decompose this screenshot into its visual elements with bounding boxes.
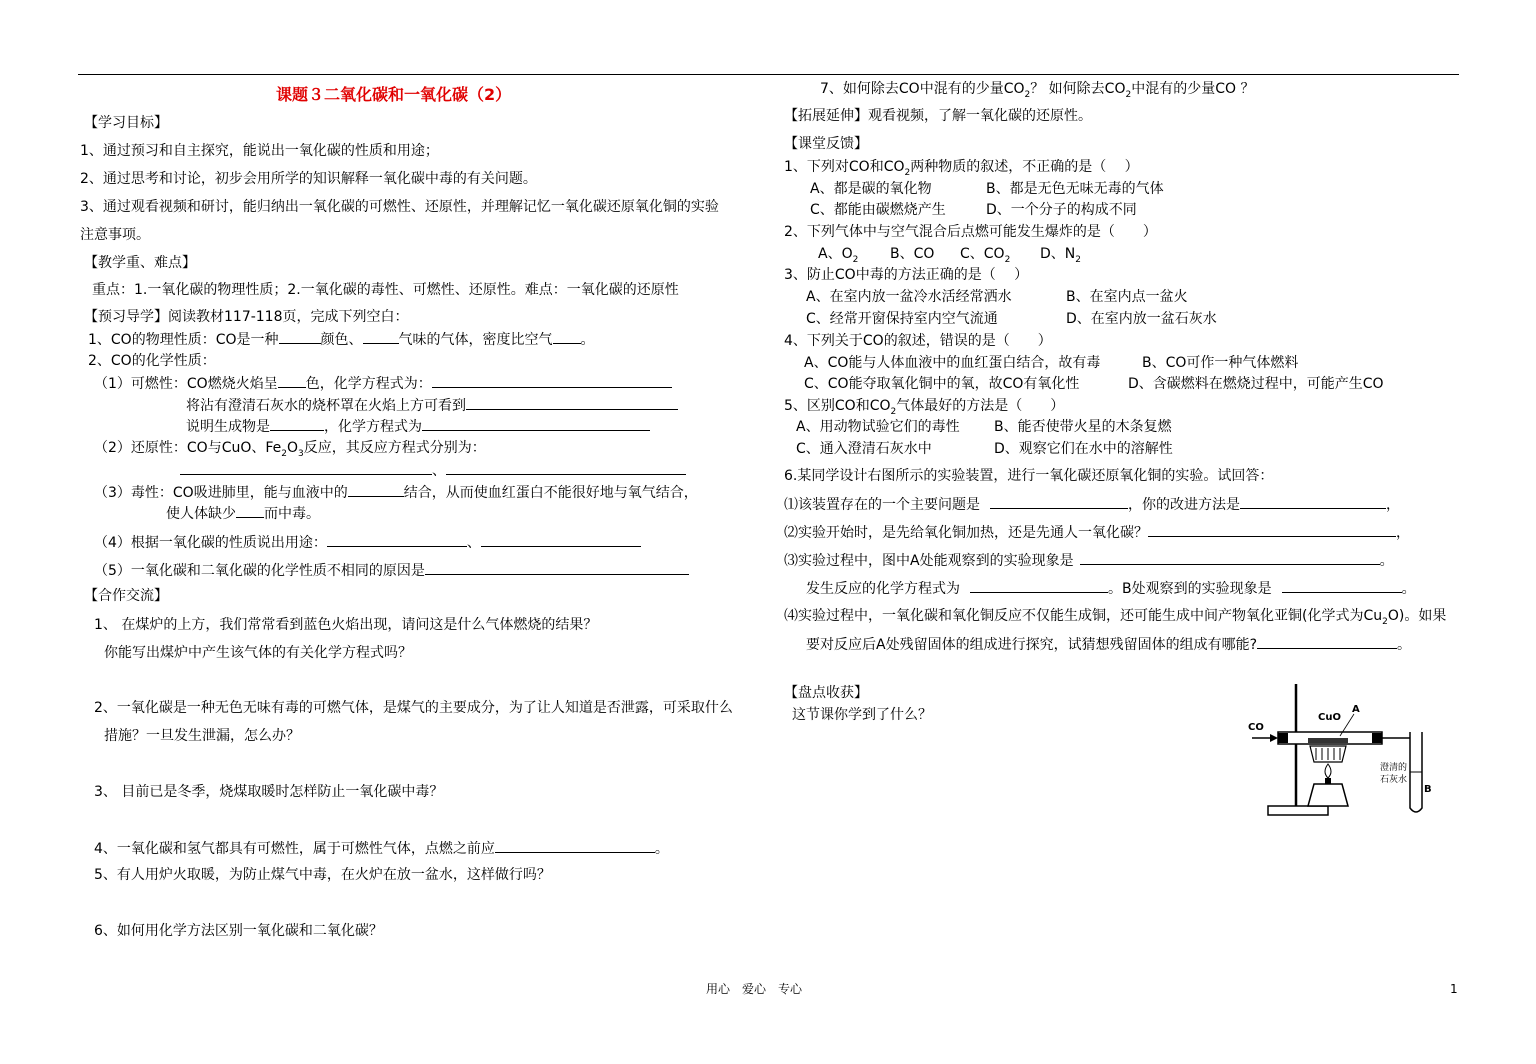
alcohol-lamp <box>1308 784 1348 806</box>
blank <box>180 460 432 475</box>
coop-q1-cont: 你能写出煤炉中产生该气体的有关化学方程式吗？ <box>104 645 412 661</box>
coop-q3: 3、 目前已是冬季，烧煤取暖时怎样防止一氧化碳中毒？ <box>94 784 444 800</box>
q4-option-c: C、CO能夺取氧化铜中的氧，故CO有氧化性 <box>804 376 1080 392</box>
feedback-header: 【课堂反馈】 <box>784 136 868 152</box>
preview-section <box>84 307 409 327</box>
q3-option-a: A、在室内放一盆冷水活经常洒水 <box>806 289 1012 305</box>
q2-option-d: D、$N_2$ <box>1040 246 1081 265</box>
blank <box>236 503 264 518</box>
q1-option-d: D、一个分子的构成不同 <box>986 202 1137 218</box>
q5-option-a: A、用动物试验它们的毒性 <box>796 419 960 435</box>
label-co: CO <box>1248 722 1264 733</box>
blank <box>327 532 467 547</box>
arrow-head-icon <box>1270 734 1278 742</box>
q6-part3: ⑶实验过程中，图中A处能观察到的实验现象是 。 <box>784 550 1394 571</box>
stopper-right <box>1372 733 1382 743</box>
feedback-q6: 6.某同学设计右图所示的实验装置，进行一氧化碳还原氧化铜的实验。试回答： <box>784 468 1274 484</box>
blank <box>1240 494 1386 509</box>
label-limewater-2: 石灰水 <box>1380 775 1408 785</box>
q5-option-b: B、能否使带火星的木条复燃 <box>994 419 1172 435</box>
page-title: 课题３二氧化碳和一氧化碳（2） <box>276 85 512 104</box>
blank <box>278 373 306 388</box>
preview-reduction: （2）还原性：CO与CuO、$Fe_2O_3$反应，其反应方程式分别为： <box>94 440 486 459</box>
summary-text: 这节课你学到了什么？ <box>792 707 932 723</box>
coop-q1: 1、 在煤炉的上方，我们常常看到蓝色火焰出现，请问这是什么气体燃烧的结果？ <box>94 617 598 633</box>
objectives-header: 【学习目标】 <box>84 115 168 131</box>
preview-header: 【预习导学】 <box>84 309 168 325</box>
feedback-q3: 3、防止CO中毒的方法正确的是（ ） <box>784 267 1029 283</box>
blank <box>446 460 686 475</box>
lamp-wick <box>1325 778 1331 784</box>
blank <box>1080 550 1380 565</box>
preview-toxicity: （3）毒性：CO吸进肺里，能与血液中的 结合，从而使血红蛋白不能很好地与氧气结合， <box>94 482 698 503</box>
q3-option-c: C、经常开窗保持室内空气流通 <box>806 311 998 327</box>
coop-q4: 4、一氧化碳和氢气都具有可燃性，属于可燃性气体，点燃之前应 。 <box>94 838 669 859</box>
q6-part4: ⑷实验过程中，一氧化碳和氧化铜反应不仅能生成铜，还可能生成中间产物氧化亚铜(化学式为$Cu_2O$)。如果 <box>784 608 1447 627</box>
q5-option-d: D、观察它们在水中的溶解性 <box>994 441 1173 457</box>
objective-2: 2、通过思考和讨论，初步会用所学的知识解释一氧化碳中毒的有关问题。 <box>80 171 537 187</box>
preview-reduction-blanks: 、 <box>180 460 686 481</box>
blank <box>270 416 324 431</box>
summary-header: 【盘点收获】 <box>784 685 868 701</box>
coop-q5: 5、有人用炉火取暖，为防止煤气中毒，在火炉在放一盆水，这样做行吗？ <box>94 867 551 883</box>
q4-option-d: D、含碳燃料在燃烧过程中，可能产生CO <box>1128 376 1384 392</box>
preview-difference: （5）一氧化碳和二氧化碳的化学性质不相同的原因是 <box>94 560 689 581</box>
q2-option-c: C、$CO_2$ <box>960 246 1011 265</box>
preview-limewater: 将沾有澄清石灰水的烧杯罩在火焰上方可看到 <box>186 395 678 416</box>
q1-option-c: C、都能由碳燃烧产生 <box>810 202 946 218</box>
flame-icon <box>1325 764 1331 778</box>
q3-option-d: D、在室内放一盆石灰水 <box>1066 311 1217 327</box>
q6-part3-cont: 发生反应的化学方程式为 。B处观察到的实验现象是 。 <box>806 578 1416 599</box>
preview-q2: 2、CO的化学性质： <box>88 353 216 369</box>
preview-uses: （4）根据一氧化碳的性质说出用途： 、 <box>94 532 641 553</box>
blank <box>432 373 672 388</box>
key-points-header: 【教学重、难点】 <box>84 255 196 271</box>
blank <box>466 395 678 410</box>
blank <box>1148 522 1396 537</box>
blank <box>279 329 321 344</box>
coop-q6: 6、如何用化学方法区别一氧化碳和二氧化碳？ <box>94 923 383 939</box>
blank <box>1257 634 1397 649</box>
preview-flammability: （1）可燃性：CO燃烧火焰呈 色，化学方程式为： <box>94 373 672 394</box>
label-limewater-1: 澄清的 <box>1380 763 1408 773</box>
q6-part1: ⑴该装置存在的一个主要问题是 ，你的改进方法是 ， <box>784 494 1400 515</box>
extension-text: 观看视频，了解一氧化碳的还原性。 <box>868 108 1092 124</box>
objective-1: 1、通过预习和自主探究，能说出一氧化碳的性质和用途； <box>80 143 439 159</box>
q3-option-b: B、在室内点一盆火 <box>1066 289 1188 305</box>
label-b: B <box>1424 784 1432 795</box>
q5-option-c: C、通入澄清石灰水中 <box>796 441 932 457</box>
objective-3-cont: 注意事项。 <box>80 227 150 243</box>
feedback-q2: 2、下列气体中与空气混合后点燃可能发生爆炸的是（ ） <box>784 224 1157 240</box>
header-rule <box>78 74 1459 75</box>
coop-q2: 2、一氧化碳是一种无色无味有毒的可燃气体，是煤气的主要成分，为了让人知道是否泄露，可采取什么 <box>94 700 733 716</box>
q2-option-b: B、CO <box>890 246 935 262</box>
q7-removal: 7、如何除去CO中混有的少量$CO_2$？ 如何除去$CO_2$中混有的少量CO ？ <box>820 81 1255 100</box>
q1-option-b: B、都是无色无味无毒的气体 <box>986 181 1164 197</box>
q2-option-a: A、$O_2$ <box>818 246 859 265</box>
q6-part4-cont: 要对反应后A处残留固体的组成进行探究，试猜想残留固体的组成有哪能? 。 <box>806 634 1411 655</box>
extension-header: 【拓展延伸】 <box>784 108 868 124</box>
blank <box>970 578 1108 593</box>
blank <box>425 560 689 575</box>
cuo-sample <box>1308 738 1348 743</box>
objective-3: 3、通过观看视频和研讨，能归纳出一氧化碳的可燃性、还原性，并理解记忆一氧化碳还原氧化铜的实验 <box>80 199 719 215</box>
label-cuo: CuO <box>1318 712 1341 723</box>
preview-product: 说明生成物是 ，化学方程式为 <box>186 416 650 437</box>
preview-text: 阅读教材117-118页，完成下列空白： <box>168 309 409 325</box>
blank <box>553 329 581 344</box>
blank <box>1282 578 1402 593</box>
blank <box>481 532 641 547</box>
stand-base <box>1268 806 1328 815</box>
q4-option-b: B、CO可作一种气体燃料 <box>1142 355 1299 371</box>
blank <box>422 416 650 431</box>
key-points-text: 重点：1.一氧化碳的物理性质；2.一氧化碳的毒性、可燃性、还原性。难点：一氧化碳的还原性 <box>92 282 679 298</box>
apparatus-diagram <box>1244 680 1444 822</box>
blank <box>348 482 404 497</box>
coop-q2-cont: 措施？一旦发生泄漏，怎么办？ <box>104 728 300 744</box>
label-a: A <box>1352 704 1360 715</box>
cooperation-header: 【合作交流】 <box>84 588 168 604</box>
preview-toxicity-cont: 使人体缺少 而中毒。 <box>166 503 320 524</box>
stopper-left <box>1278 733 1288 743</box>
preview-q1: 1、CO的物理性质：CO是一种 颜色、 气味的气体，密度比空气 。 <box>88 329 595 350</box>
q1-option-a: A、都是碳的氧化物 <box>810 181 932 197</box>
extension-section <box>784 106 1092 126</box>
footer-motto: 用心 爱心 专心 <box>706 982 803 996</box>
page-number: 1 <box>1450 982 1458 996</box>
feedback-q4: 4、下列关于CO的叙述，错误的是（ ） <box>784 333 1052 349</box>
q6-part2: ⑵实验开始时，是先给氧化铜加热，还是先通人一氧化碳？ ， <box>784 522 1410 543</box>
feedback-q1: 1、下列对CO和$CO_2$两种物质的叙述，不正确的是（ ） <box>784 159 1139 178</box>
q4-option-a: A、CO能与人体血液中的血红蛋白结合，故有毒 <box>804 355 1101 371</box>
blank <box>495 838 655 853</box>
blank <box>363 329 399 344</box>
blank <box>990 494 1128 509</box>
feedback-q5: 5、区别CO和$CO_2$气体最好的方法是（ ） <box>784 398 1065 417</box>
